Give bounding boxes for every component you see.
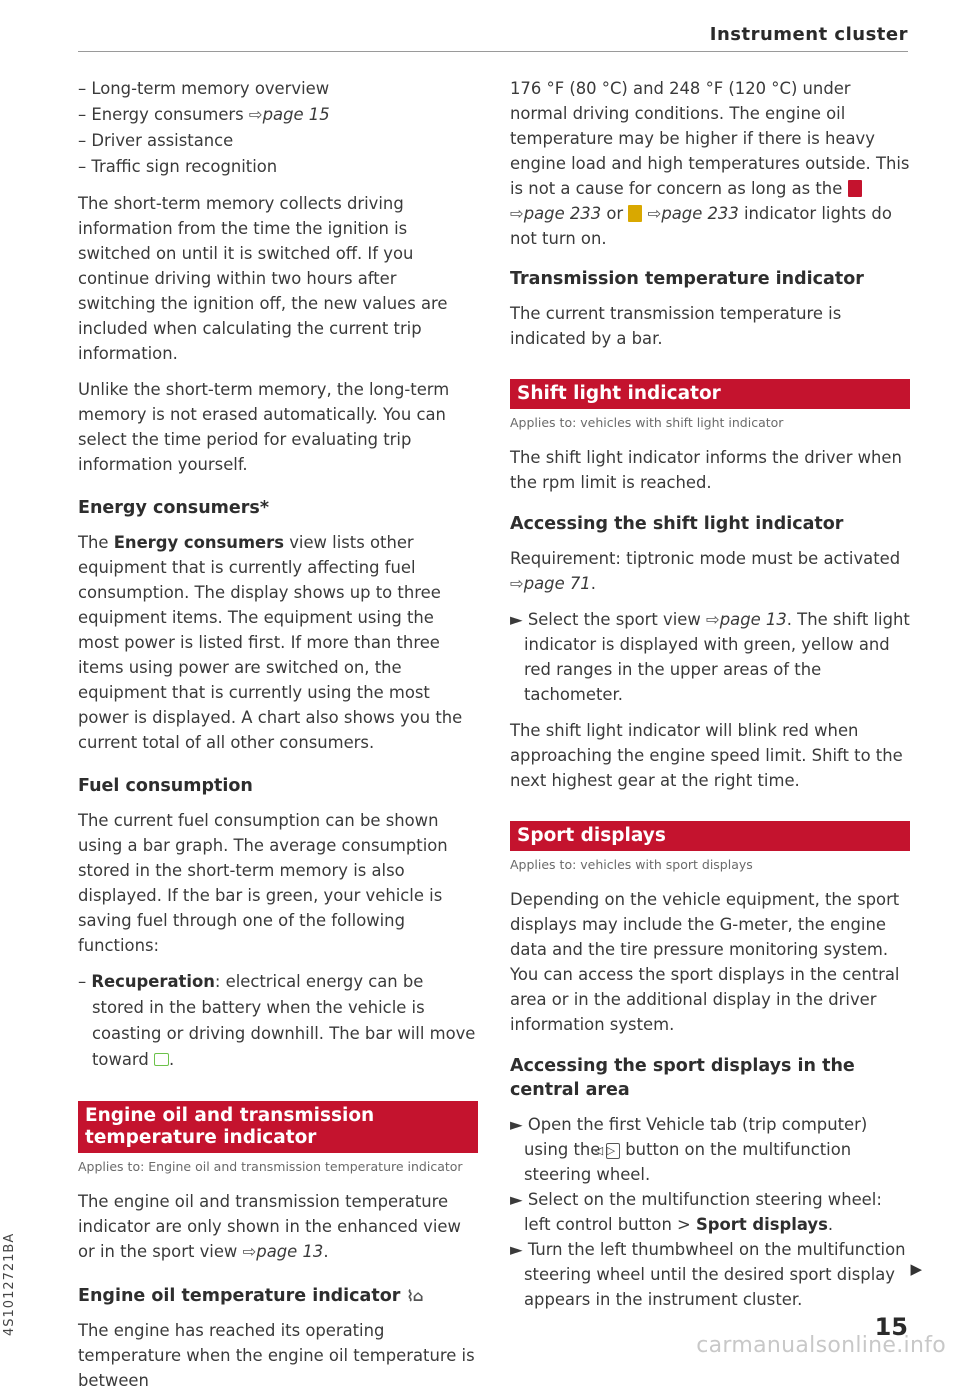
- fuel-consumption-paragraph: The current fuel consumption can be shown using a bar graph. The average consumption stored in the short-term memory is also displayed. If the bar is green, your vehicle is saving fuel through one of the following functions:: [78, 811, 448, 955]
- reference-arrow-icon: ⇨: [242, 1242, 257, 1261]
- oil-temperature-icon: ⌇⌂: [406, 1287, 423, 1305]
- transmission-temperature-paragraph: The current transmission temperature is indicated by a bar.: [510, 304, 842, 348]
- continue-arrow-icon: ▶: [910, 1260, 922, 1278]
- energy-consumers-paragraph: The Energy consumers view lists other equipment that is currently affecting fuel consumption. The display shows up to three equipment items. The equipment using the most power is listed first. If more than three items using power are switched on, the equipment that is currently using the most power is displayed. A chart also shows you the current total of all other consumers.: [78, 533, 463, 752]
- header-title: Instrument cluster: [709, 24, 908, 45]
- energy-consumers-heading: Energy consumers*: [78, 498, 269, 518]
- long-term-paragraph: Unlike the short-term memory, the long-term memory is not erased automatically. You can select the time period for evaluating trip information yourself.: [78, 380, 450, 474]
- oil-temperature-paragraph: The engine has reached its operating temperature when the engine oil temperature is between: [78, 1321, 475, 1390]
- watermark: carmanualsonline.info: [696, 1333, 946, 1358]
- left-column: [78, 76, 478, 1393]
- reference-arrow-icon: ⇨: [510, 574, 524, 593]
- header-rule: [78, 51, 908, 52]
- reference-arrow-icon: ⇨: [510, 204, 524, 223]
- short-term-paragraph: The short-term memory collects driving information from the time the ignition is switched on until it is switched off. If you continue driving within two hours after switching the ignition off, the new values are included when calculating the current trip information.: [78, 194, 448, 363]
- reference-arrow-icon: ⇨: [706, 610, 720, 629]
- reference-arrow-icon: ⇨: [248, 105, 263, 124]
- applies-to-note: Applies to: vehicles with sport displays: [510, 857, 753, 872]
- requirement-paragraph: Requirement: tiptronic mode must be activated ⇨page 71.: [510, 549, 901, 593]
- shift-light-paragraph: The shift light indicator informs the driver when the rpm limit is reached.: [510, 448, 902, 492]
- page-reference-link[interactable]: page 13: [256, 1242, 324, 1261]
- page-number: 15: [874, 1313, 908, 1341]
- reference-arrow-icon: ⇨: [647, 204, 662, 223]
- step-select-sport-displays: ► Select on the multifunction steering wheel: left control button > Sport displays.: [510, 1190, 882, 1234]
- page-reference-link[interactable]: page 13: [719, 610, 787, 629]
- fuel-consumption-heading: Fuel consumption: [78, 776, 253, 796]
- step-select-sport-view: ► Select the sport view ⇨page 13. The shift light indicator is displayed with green, yellow and red ranges in the upper areas of the tachometer.: [510, 610, 910, 704]
- oil-warning-red-icon: [848, 180, 862, 197]
- right-column: [510, 76, 910, 1312]
- applies-to-note: Applies to: Engine oil and transmission temperature indicator: [78, 1159, 463, 1174]
- page-reference-link[interactable]: page 233: [661, 204, 739, 223]
- recuperation-icon: [154, 1053, 169, 1066]
- page-reference-link[interactable]: page 233: [523, 204, 602, 223]
- page-reference-link[interactable]: page 15: [262, 105, 330, 124]
- list-item: – Traffic sign recognition: [78, 157, 278, 176]
- sport-displays-paragraph: Depending on the vehicle equipment, the sport displays may include the G-meter, the engine data and the tire pressure monitoring system. You can access the sport displays in the central area or in the additional display in the driver information system.: [510, 890, 900, 1034]
- sport-displays-section-banner: Sport displays: [510, 821, 910, 851]
- list-item: – Long-term memory overview: [78, 79, 330, 98]
- oil-warning-yellow-icon: [628, 205, 642, 222]
- engine-oil-paragraph: The engine oil and transmission temperature indicator are only shown in the enhanced view or in the sport view ⇨page 13.: [78, 1192, 461, 1261]
- list-item: – Driver assistance: [78, 131, 234, 150]
- document-code: 4S1012721BA: [2, 1232, 17, 1336]
- oil-temperature-heading: Engine oil temperature indicator ⌇⌂: [78, 1286, 423, 1306]
- step-open-vehicle-tab: ► Open the first Vehicle tab (trip computer) using the ◁ ▷ button on the multifunction steering wheel.: [510, 1115, 868, 1184]
- access-shift-light-heading: Accessing the shift light indicator: [510, 514, 844, 534]
- tab-switch-button-icon: ◁ ▷: [606, 1143, 620, 1159]
- transmission-temperature-heading: Transmission temperature indicator: [510, 269, 864, 289]
- step-turn-thumbwheel: ► Turn the left thumbwheel on the multifunction steering wheel until the desired sport display appears in the instrument cluster.: [510, 1240, 906, 1309]
- applies-to-note: Applies to: vehicles with shift light indicator: [510, 415, 784, 430]
- access-sport-displays-heading: Accessing the sport displays in the central area: [510, 1056, 855, 1100]
- shift-light-section-banner: Shift light indicator: [510, 379, 910, 409]
- temperature-paragraph: 176 °F (80 °C) and 248 °F (120 °C) under normal driving conditions. The engine oil temperature may be higher if there is heavy engine load and high temperatures outside. This is not a cause for concern as long as the ⇨page 233 or ⇨page 233 indicator lights do not turn on.: [510, 79, 910, 248]
- page-reference-link[interactable]: page 71: [523, 574, 591, 593]
- engine-oil-section-banner: Engine oil and transmission temperature indicator: [78, 1101, 478, 1153]
- recuperation-item: – Recuperation: electrical energy can be stored in the battery when the vehicle is coasting or driving downhill. The bar will move toward .: [78, 972, 476, 1069]
- list-item: – Energy consumers ⇨page 15: [78, 105, 330, 124]
- blink-paragraph: The shift light indicator will blink red when approaching the engine speed limit. Shift to the next highest gear at the right time.: [510, 721, 903, 790]
